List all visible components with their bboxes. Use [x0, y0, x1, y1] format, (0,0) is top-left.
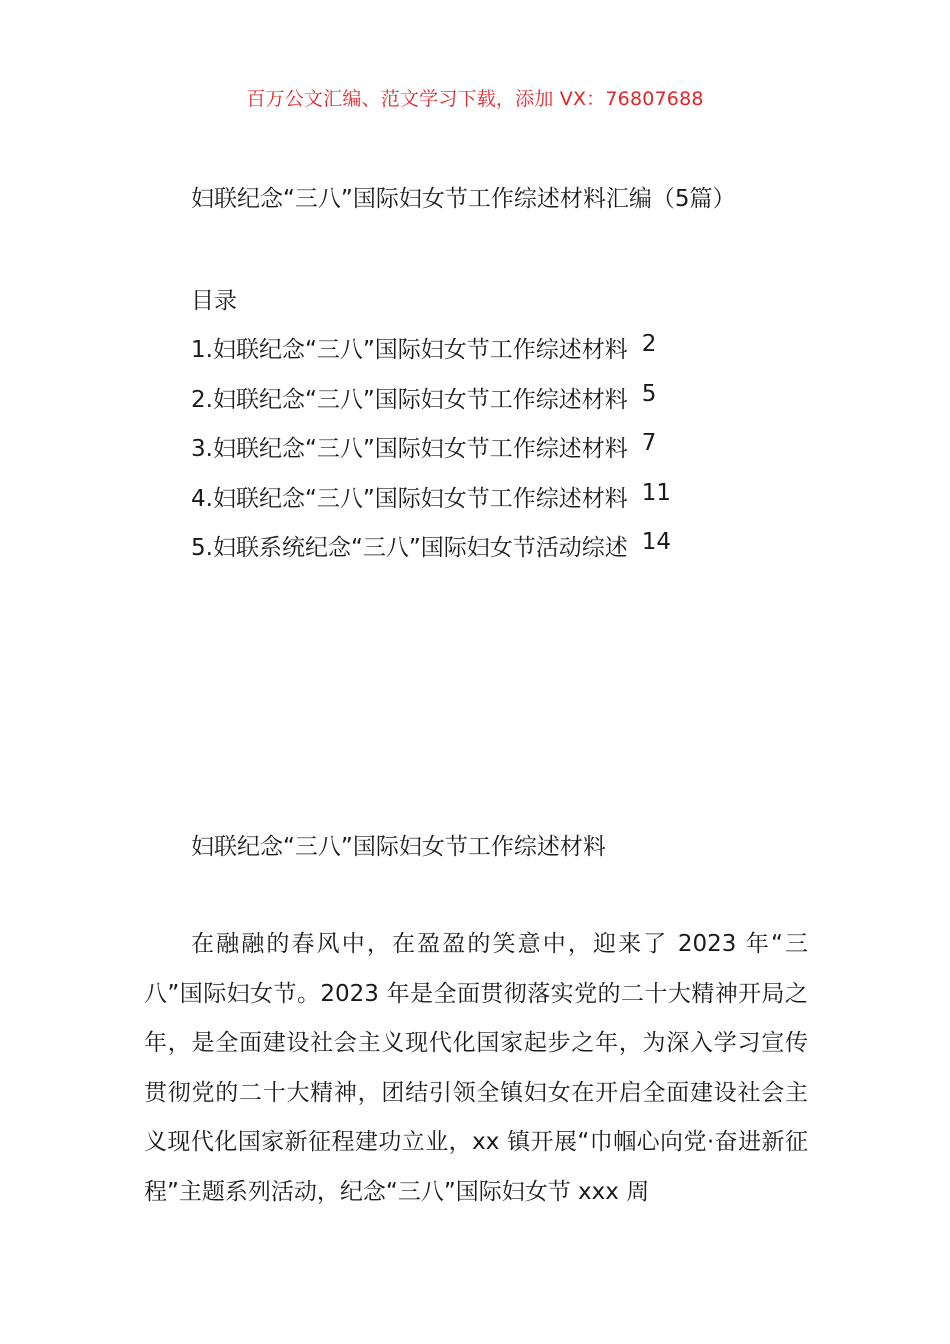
toc-item-page: 2: [641, 331, 657, 357]
document-title: 妇联纪念“三八”国际妇女节工作综述材料汇编（5篇）: [191, 186, 736, 212]
toc-item-page: 5: [641, 380, 657, 407]
table-of-contents: [191, 331, 671, 579]
toc-item-label: 3.妇联纪念“三八”国际妇女节工作综述材料: [191, 436, 628, 462]
toc-item-label: 1.妇联纪念“三八”国际妇女节工作综述材料: [191, 337, 628, 363]
body-paragraph: 在融融的春风中，在盈盈的笑意中，迎来了 2023 年“三八”国际妇女节。2023 年是全面贯彻落实党的二十大精神开局之年，是全面建设社会主义现代化国家起步之年，为深入学习宣传贯彻党的二十大精神，团结引领全镇妇女在开启全面建设社会主义现代化国家新征程建功立业，xx 镇开展“巾帼心向党·奋进新征程”主题系列活动，纪念“三八”国际妇女节 xxx 周: [144, 931, 808, 1205]
toc-item-label: 5.妇联系统纪念“三八”国际妇女节活动综述: [191, 535, 628, 561]
toc-item-3[interactable]: [191, 430, 671, 480]
toc-item-label: 4.妇联纪念“三八”国际妇女节工作综述材料: [191, 485, 628, 512]
watermark-banner: 百万公文汇编、范文学习下载，添加 VX：76807688: [246, 88, 704, 110]
section-title: 妇联纪念“三八”国际妇女节工作综述材料: [191, 834, 606, 860]
toc-item-page: 14: [641, 529, 672, 555]
toc-item-label: 2.妇联纪念“三八”国际妇女节工作综述材料: [191, 386, 628, 413]
toc-item-page: 11: [641, 479, 672, 506]
toc-item-1[interactable]: [191, 331, 671, 381]
toc-item-5[interactable]: [191, 529, 671, 579]
toc-heading: 目录: [191, 288, 237, 314]
toc-item-4[interactable]: [191, 480, 671, 530]
toc-item-page: 7: [641, 430, 657, 456]
toc-item-2[interactable]: [191, 381, 671, 431]
